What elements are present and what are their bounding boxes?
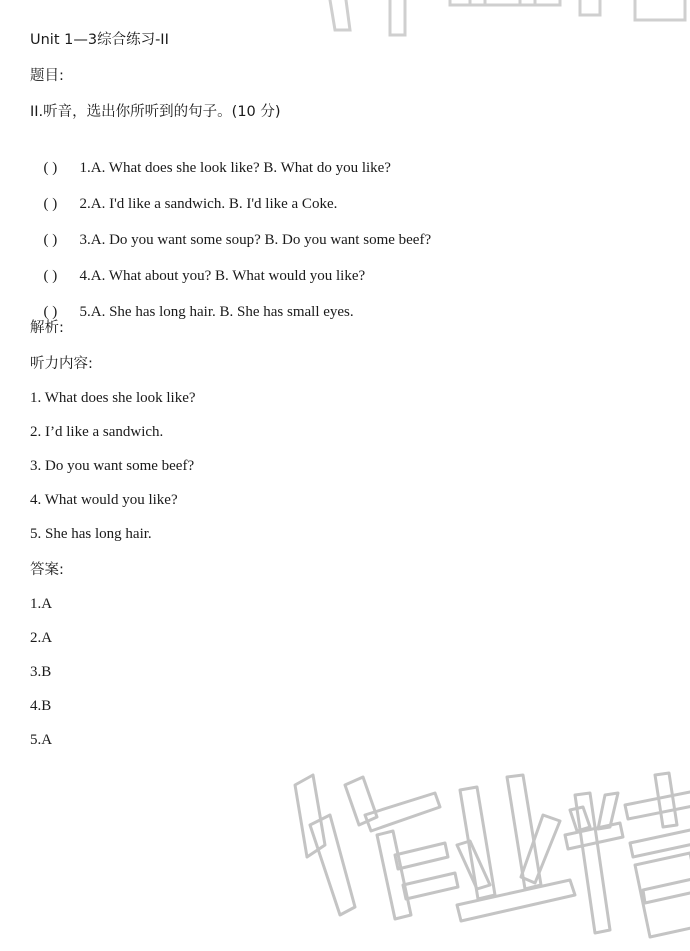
watermark-top: [300, 0, 690, 40]
answer-blank: ( ): [43, 232, 58, 248]
question-label: 题目:: [30, 68, 64, 84]
answer-item: 1.A: [30, 596, 53, 612]
option-text: 2.A. I'd like a sandwich. B. I'd like a Coke.: [79, 196, 338, 212]
answer-item: 3.B: [30, 664, 52, 680]
listening-label: 听力内容:: [30, 356, 93, 372]
option-text: 4.A. What about you? B. What would you like?: [79, 268, 366, 284]
option-item: [36, 138, 391, 178]
answer-item: 2.A: [30, 630, 53, 646]
listening-sentence: 1. What does she look like?: [30, 390, 196, 406]
section-heading: II.听音，选出你所听到的句子。(10 分): [30, 104, 281, 120]
option-text: 1.A. What does she look like? B. What do you like?: [79, 160, 391, 176]
listening-sentence: 5. She has long hair.: [30, 526, 152, 542]
document-title: Unit 1—3综合练习-II: [30, 32, 169, 48]
answer-blank: ( ): [43, 268, 58, 284]
answer-label: 答案:: [30, 562, 64, 578]
answer-blank: ( ): [43, 304, 58, 320]
option-text: 3.A. Do you want some soup? B. Do you want some beef?: [79, 232, 432, 248]
listening-sentence: 2. I’d like a sandwich.: [30, 424, 164, 440]
listening-sentence: 4. What would you like?: [30, 492, 178, 508]
option-item: [36, 246, 365, 286]
answer-item: 5.A: [30, 732, 53, 748]
watermark-bottom: [285, 765, 690, 945]
answer-blank: ( ): [43, 196, 58, 212]
option-item: [36, 210, 431, 250]
option-text: 5.A. She has long hair. B. She has small eyes.: [79, 304, 354, 320]
option-item: [36, 282, 354, 322]
answer-item: 4.B: [30, 698, 52, 714]
analysis-label: 解析:: [30, 320, 64, 336]
option-item: [36, 174, 337, 214]
answer-blank: ( ): [43, 160, 58, 176]
listening-sentence: 3. Do you want some beef?: [30, 458, 195, 474]
